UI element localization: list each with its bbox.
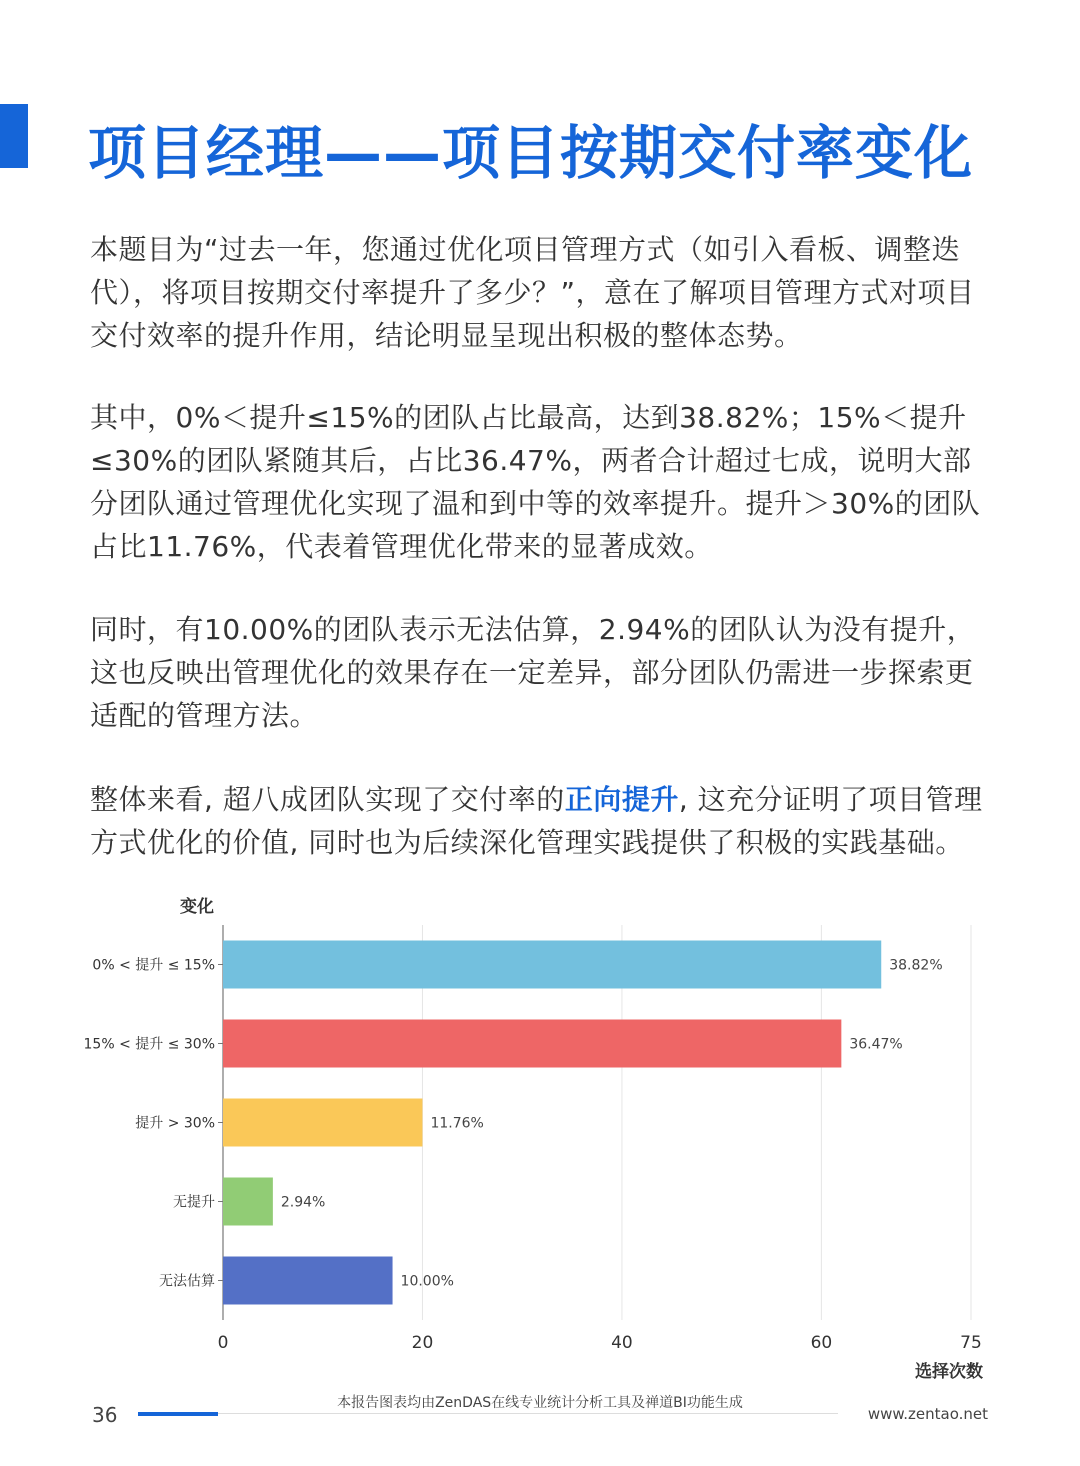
footer-note: 本报告图表均由ZenDAS在线专业统计分析工具及禅道BI功能生成 (337, 1395, 743, 1411)
data-label-2: 11.76% (430, 1115, 484, 1132)
title-accent-bar (0, 104, 28, 168)
x-tick-label-4: 75 (960, 1333, 982, 1353)
bar-3 (223, 1178, 273, 1226)
page-title: 项目经理——项目按期交付率变化 (88, 119, 974, 187)
summary-highlight: 正向提升 (564, 783, 679, 816)
bar-chart (0, 880, 1080, 1390)
bar-2 (223, 1099, 422, 1147)
chart-title: 变化 (180, 897, 214, 917)
x-tick-label-0: 0 (217, 1333, 229, 1353)
bar-0 (223, 941, 881, 989)
page-number: 36 (92, 1403, 118, 1427)
data-label-4: 10.00% (400, 1273, 454, 1290)
x-tick-label-2: 40 (611, 1333, 633, 1353)
summary-text-before: 整体来看, 超八成团队实现了交付率的 (90, 783, 565, 816)
paragraph-summary (90, 778, 995, 864)
paragraph-other-findings: 同时，有10.00%的团队表示无法估算，2.94%的团队认为没有提升，这也反映出管理优化的效果存在一定差异，部分团队仍需进一步探索更适配的管理方法。 (90, 613, 976, 732)
data-label-3: 2.94% (280, 1194, 326, 1211)
paragraph-main-findings: 其中，0%＜提升≤15%的团队占比最高，达到38.82%；15%＜提升≤30%的团队紧随其后，占比36.47%，两者合计超过七成，说明大部分团队通过管理优化实现了温和到中等的效率提升。提升＞30%的团队占比11.76%，代表着管理优化带来的显著成效。 (90, 401, 981, 563)
bar-1 (223, 1020, 841, 1068)
bar-4 (223, 1257, 393, 1305)
paragraph-intro: 本题目为“过去一年，您通过优化项目管理方式（如引入看板、调整迭代），将项目按期交付率提升了多少？”，意在了解项目管理方式对项目交付效率的提升作用，结论明显呈现出积极的整体态势。 (90, 233, 975, 352)
summary-text-after: , 这充分证明了项目管理方式优化的价值, 同时也为后续深化管理实践提供了积极的实践基础。 (90, 783, 983, 859)
y-tick-label-1: 15% < 提升 ≤ 30% (83, 1036, 215, 1053)
x-tick-label-3: 60 (810, 1333, 833, 1353)
y-tick-label-3: 无提升 (173, 1194, 215, 1211)
footer-divider (218, 1413, 838, 1414)
website-link[interactable]: www.zentao.net (867, 1405, 988, 1423)
y-tick-label-4: 无法估算 (159, 1273, 215, 1290)
x-tick-label-1: 20 (411, 1333, 434, 1353)
footer-accent-line (138, 1412, 218, 1416)
data-label-1: 36.47% (849, 1036, 903, 1053)
data-label-0: 38.82% (889, 957, 943, 974)
x-axis-label: 选择次数 (915, 1362, 983, 1382)
y-tick-label-2: 提升 > 30% (135, 1115, 215, 1132)
y-tick-label-0: 0% < 提升 ≤ 15% (92, 957, 215, 974)
